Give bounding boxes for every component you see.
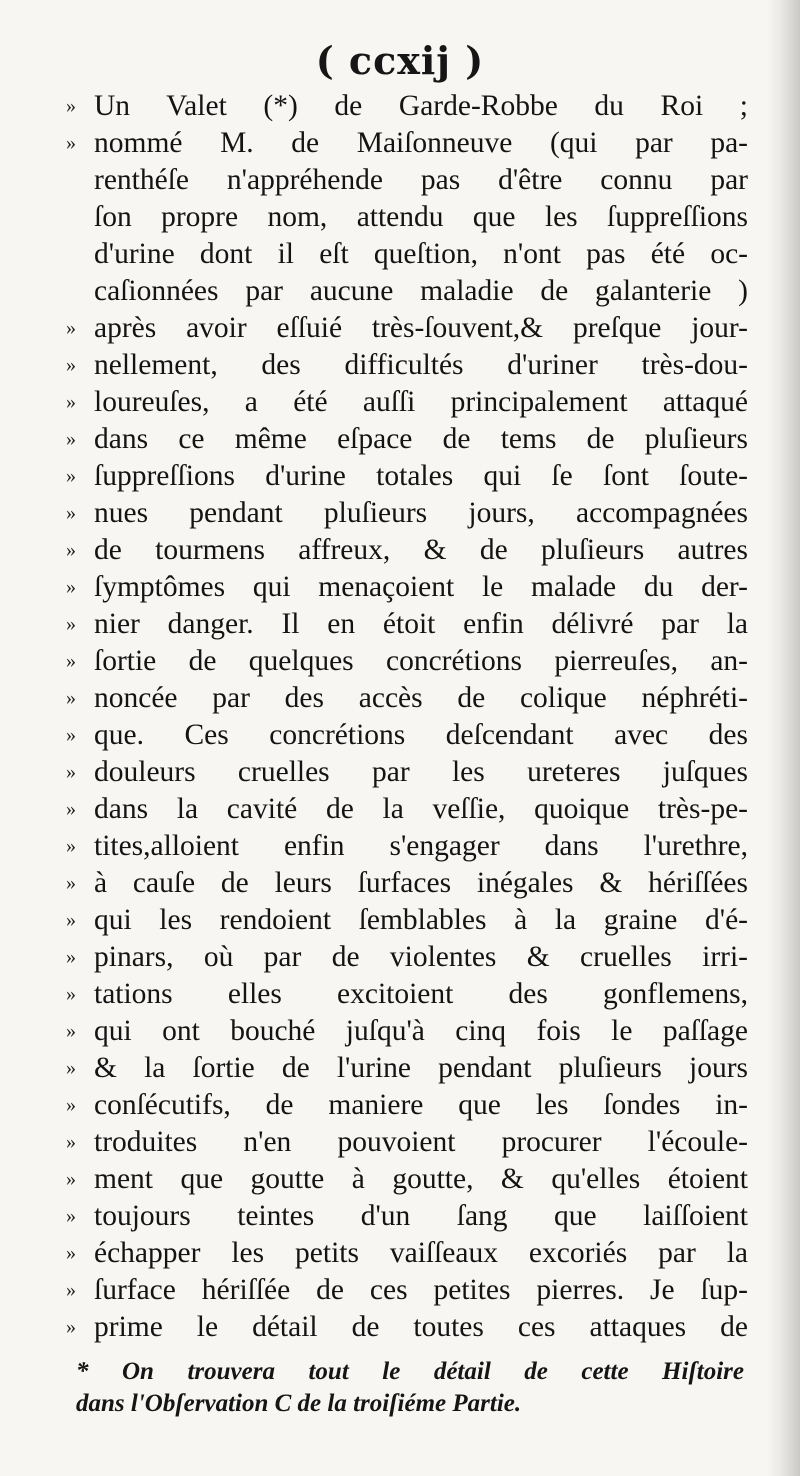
line-text: nommé M. de Maiſonneuve (qui par pa-	[94, 127, 748, 159]
line-text: nues pendant pluſieurs jours, accompagnées	[94, 497, 748, 529]
text-line	[66, 1235, 748, 1272]
quote-mark: »	[66, 95, 76, 117]
text-line	[66, 976, 748, 1013]
body-text	[66, 88, 748, 1346]
text-line	[66, 1161, 748, 1198]
text-line	[66, 865, 748, 902]
line-text: prime le détail de toutes ces attaques de	[94, 1311, 748, 1343]
line-text: caſionnées par aucune maladie de galanterie )	[94, 275, 748, 307]
page-number: ( ccxij )	[315, 38, 485, 83]
quote-mark: »	[66, 428, 76, 450]
footnote-line: * On trouvera tout le détail de cette Hiſtoire	[76, 1358, 744, 1385]
line-text: douleurs cruelles par les ureteres juſques	[94, 756, 748, 788]
quote-mark: »	[66, 613, 76, 635]
line-text: ſon propre nom, attendu que les ſuppreſſions	[94, 201, 748, 233]
line-text: & la ſortie de l'urine pendant pluſieurs jours	[94, 1052, 748, 1084]
quote-mark: »	[66, 1020, 76, 1042]
page-edge-shadow	[766, 0, 800, 1476]
footnote-line: dans l'Obſervation C de la troiſiéme Partie.	[76, 1390, 522, 1417]
line-text: d'urine dont il eſt queſtion, n'ont pas été oc-	[94, 238, 748, 270]
text-line	[66, 495, 748, 532]
text-line	[66, 125, 748, 162]
quote-mark: »	[66, 1131, 76, 1153]
line-text: troduites n'en pouvoient procurer l'écoule-	[94, 1126, 748, 1158]
quote-mark: »	[66, 909, 76, 931]
text-line	[66, 791, 748, 828]
quote-mark: »	[66, 1205, 76, 1227]
line-text: ſymptômes qui menaçoient le malade du der-	[94, 571, 748, 603]
text-line	[66, 532, 748, 569]
line-text: loureuſes, a été auſſi principalement attaqué	[94, 386, 748, 418]
text-line	[66, 1050, 748, 1087]
text-line	[66, 458, 748, 495]
quote-mark: »	[66, 798, 76, 820]
footnote	[76, 1356, 744, 1420]
quote-mark: »	[66, 1057, 76, 1079]
text-line	[66, 1013, 748, 1050]
quote-mark: »	[66, 724, 76, 746]
quote-mark: »	[66, 761, 76, 783]
text-line	[66, 939, 748, 976]
quote-mark: »	[66, 946, 76, 968]
line-text: nier danger. Il en étoit enfin délivré par la	[94, 608, 748, 640]
text-line	[66, 643, 748, 680]
quote-mark: »	[66, 1316, 76, 1338]
text-line	[66, 1309, 748, 1346]
quote-mark: »	[66, 502, 76, 524]
text-line	[66, 421, 748, 458]
text-line	[66, 902, 748, 939]
line-text: à cauſe de leurs ſurfaces inégales & hériſſées	[94, 867, 748, 899]
line-text: conſécutifs, de maniere que les ſondes in-	[94, 1089, 748, 1121]
quote-mark: »	[66, 1242, 76, 1264]
quote-mark: »	[66, 576, 76, 598]
text-line	[66, 1272, 748, 1309]
quote-mark: »	[66, 539, 76, 561]
line-text: nellement, des difficultés d'uriner très-dou-	[94, 349, 748, 381]
line-text: qui les rendoient ſemblables à la graine d'é-	[94, 904, 748, 936]
text-line	[66, 384, 748, 421]
text-line	[66, 754, 748, 791]
line-text: dans la cavité de la veſſie, quoique très-pe-	[94, 793, 748, 825]
line-text: pinars, où par de violentes & cruelles irri-	[94, 941, 748, 973]
line-text: ment que goutte à goutte, & qu'elles étoient	[94, 1163, 748, 1195]
line-text: ſortie de quelques concrétions pierreuſes, an-	[94, 645, 748, 677]
line-text: ſurface hériſſée de ces petites pierres. Je ſup-	[94, 1274, 748, 1306]
line-text: échapper les petits vaiſſeaux excoriés par la	[94, 1237, 748, 1269]
text-line	[70, 236, 748, 273]
text-line	[66, 1198, 748, 1235]
quote-mark: »	[66, 317, 76, 339]
text-line	[66, 1124, 748, 1161]
quote-mark: »	[66, 1094, 76, 1116]
line-text: renthéſe n'appréhende pas d'être connu par	[94, 164, 748, 196]
quote-mark: »	[66, 835, 76, 857]
line-text: tations elles excitoient des gonflemens,	[94, 978, 748, 1010]
quote-mark: »	[66, 650, 76, 672]
text-line	[66, 569, 748, 606]
quote-mark: »	[66, 687, 76, 709]
line-text: de tourmens affreux, & de pluſieurs autres	[94, 534, 748, 566]
quote-mark: »	[66, 1168, 76, 1190]
quote-mark: »	[66, 1279, 76, 1301]
text-line	[70, 162, 748, 199]
quote-mark: »	[66, 132, 76, 154]
line-text: ſuppreſſions d'urine totales qui ſe ſont ſoute-	[94, 460, 748, 492]
quote-mark: »	[66, 465, 76, 487]
quote-mark: »	[66, 391, 76, 413]
text-line	[66, 88, 748, 125]
text-line	[66, 606, 748, 643]
text-line	[66, 310, 748, 347]
quote-mark: »	[66, 983, 76, 1005]
text-line	[66, 680, 748, 717]
line-text: noncée par des accès de colique néphréti-	[94, 682, 748, 714]
quote-mark: »	[66, 872, 76, 894]
line-text: qui ont bouché juſqu'à cinq fois le paſſage	[94, 1015, 748, 1047]
line-text: tites,alloient enfin s'engager dans l'urethre,	[94, 830, 748, 862]
quote-mark: »	[66, 354, 76, 376]
line-text: Un Valet (*) de Garde-Robbe du Roi ;	[94, 90, 748, 122]
text-line	[66, 347, 748, 384]
text-line	[66, 828, 748, 865]
text-line	[66, 717, 748, 754]
line-text: après avoir eſſuié très-ſouvent,& preſque jour-	[94, 312, 748, 344]
line-text: toujours teintes d'un ſang que laiſſoient	[94, 1200, 748, 1232]
text-line	[70, 199, 748, 236]
text-line	[66, 1087, 748, 1124]
line-text: dans ce même eſpace de tems de pluſieurs	[94, 423, 748, 455]
text-line	[70, 273, 748, 310]
line-text: que. Ces concrétions deſcendant avec des	[94, 719, 748, 751]
